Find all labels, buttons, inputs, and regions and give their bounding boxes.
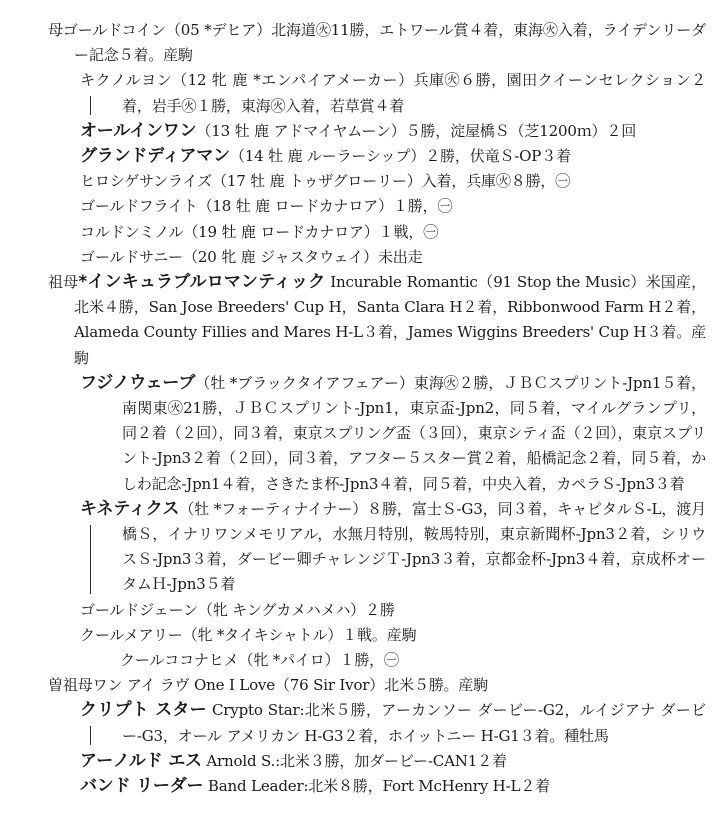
horse-name: アーノルド エス xyxy=(80,750,202,771)
offspring-entry xyxy=(0,598,706,623)
offspring-entry xyxy=(0,648,706,673)
horse-name: ゴールドサニー xyxy=(80,247,184,266)
horse-name: クールメアリー xyxy=(80,625,183,644)
horse-name: キネティクス xyxy=(80,498,180,519)
horse-name: クリプト スター xyxy=(80,700,207,721)
record-text: （20 牝 鹿 ジャスタウェイ）未出走 xyxy=(183,247,423,266)
record-text: （05 *デヒア）北海道㊋11勝，エトワール賞４着，東海㊋入着，ライデンリーダー記念５着。産駒 xyxy=(74,21,706,65)
offspring-entry xyxy=(0,68,706,118)
horse-name: ワン アイ ラヴ xyxy=(92,676,190,695)
record-text: （牡 *ブラックタイアフェアー）東海㊋２勝，ＪＢＣスプリント-Jpn1５着，南関東㊋21勝，ＪＢＣスプリント-Jpn1，東京盃-Jpn2，同５着，マイルグランプリ，同２着（２回），同３着，東京スプリング盃（３回），東京シティ盃（２回），東京スプリント-Jpn3２着（２回），同３着，アフター５スター賞２着，船橋記念２着，同５着，かしわ記念-Jpn1４着，さきたま杯-Jpn3４着，同５着，中央入着，カペラＳ-Jpn3３着 xyxy=(122,373,706,493)
offspring-entry xyxy=(0,119,706,144)
record-text: （12 牝 鹿 *エンパイアメーカー）兵庫㊋６勝，園田クイーンセレクション２着，岩手㊋１勝，東海㊋入着，若草賞４着 xyxy=(122,71,706,115)
record-text: （17 牡 鹿 トゥザグローリー）入着，兵庫㊋８勝，㊀ xyxy=(211,172,571,191)
offspring-entry xyxy=(0,497,706,598)
offspring-entry xyxy=(0,220,706,245)
record-text: Incurable Romantic（91 Stop the Music）米国産，北米４勝，San Jose Breeders' Cup H，Santa Clara H２着，Ribbonwood Farm H２着，Alameda County Fillies and Mares H-L３着，James Wiggins Breeders' Cup H３着。産駒 xyxy=(74,273,706,367)
horse-name: ゴールドコイン xyxy=(62,21,166,39)
record-text: （13 牡 鹿 アドマイヤムーン）５勝，淀屋橋Ｓ（芝1200ｍ）２回 xyxy=(196,121,637,140)
continuation-bar xyxy=(90,726,91,744)
record-text: （18 牡 鹿 ロードカナロア）１勝，㊀ xyxy=(197,197,453,216)
horse-name: フジノウェーブ xyxy=(80,372,196,393)
record-text: （14 牡 鹿 ルーラーシップ）２勝，伏竜Ｓ-OP３着 xyxy=(229,147,571,166)
horse-name: グランドディアマン xyxy=(80,146,230,167)
record-text: （牝 *パイロ）１勝，㊀ xyxy=(238,651,399,670)
continuation-bar xyxy=(90,525,91,594)
record-text: （牝 キングカメハメハ）２勝 xyxy=(197,600,395,619)
record-text: Band Leader:北米８勝，Fort McHenry H-L２着 xyxy=(203,777,550,796)
record-text: One I Love（76 Sir Ivor）北米５勝。産駒 xyxy=(189,676,489,695)
horse-name: ゴールドジェーン xyxy=(80,600,198,619)
relation-label: 曽祖母 xyxy=(48,676,93,695)
relation-label: 祖母 xyxy=(48,273,79,292)
dam-entry xyxy=(0,18,706,68)
horse-name: ゴールドフライト xyxy=(80,197,198,216)
relation-label: 母 xyxy=(48,21,63,39)
record-text: Arnold S.:北米３勝，加ダービー-CAN1２着 xyxy=(201,751,507,770)
offspring-entry xyxy=(0,245,706,270)
offspring-entry xyxy=(0,749,706,774)
record-text: （牡 *フォーティナイナー）８勝，富士Ｓ-G3，同３着，キャピタルＳ-L，渡月橋Ｓ，イナリワンメモリアル，水無月特別，鞍馬特別，東京新聞杯-Jpn3２着，シリウスＳ-Jpn3３着，ダービー卿チャレンジＴ-Jpn3３着，京都金杯-Jpn3４着，京成杯オータムＨ-Jpn3５着 xyxy=(122,499,707,594)
continuation-bar xyxy=(90,96,91,114)
horse-name: ヒロシゲサンライズ xyxy=(80,172,212,191)
offspring-entry xyxy=(0,774,706,799)
horse-name: *インキュラブルロマンティック xyxy=(78,272,326,293)
dam-entry xyxy=(0,270,706,371)
horse-name: キクノルヨン xyxy=(80,71,173,90)
offspring-entry xyxy=(0,169,706,194)
record-text: Crypto Star:北米５勝，アーカンソー ダービー-G2，ルイジアナ ダービー-G3，オール アメリカン H-G3２着，ホイットニー H-G1３着。種牡馬 xyxy=(122,701,706,745)
horse-name: コルドンミノル xyxy=(80,222,184,241)
offspring-entry xyxy=(0,371,706,497)
offspring-entry xyxy=(0,623,706,648)
horse-name: クールココナヒメ xyxy=(120,651,239,670)
offspring-entry xyxy=(0,144,706,169)
horse-name: オールインワン xyxy=(80,120,197,141)
offspring-entry xyxy=(0,698,706,748)
horse-name: バンド リーダー xyxy=(80,776,204,797)
offspring-entry xyxy=(0,194,706,219)
dam-entry xyxy=(0,673,706,698)
record-text: （19 牡 鹿 ロードカナロア）１戦，㊀ xyxy=(183,222,439,241)
pedigree-document xyxy=(0,18,720,799)
record-text: （牝 *タイキシャトル）１戦。産駒 xyxy=(182,625,417,644)
